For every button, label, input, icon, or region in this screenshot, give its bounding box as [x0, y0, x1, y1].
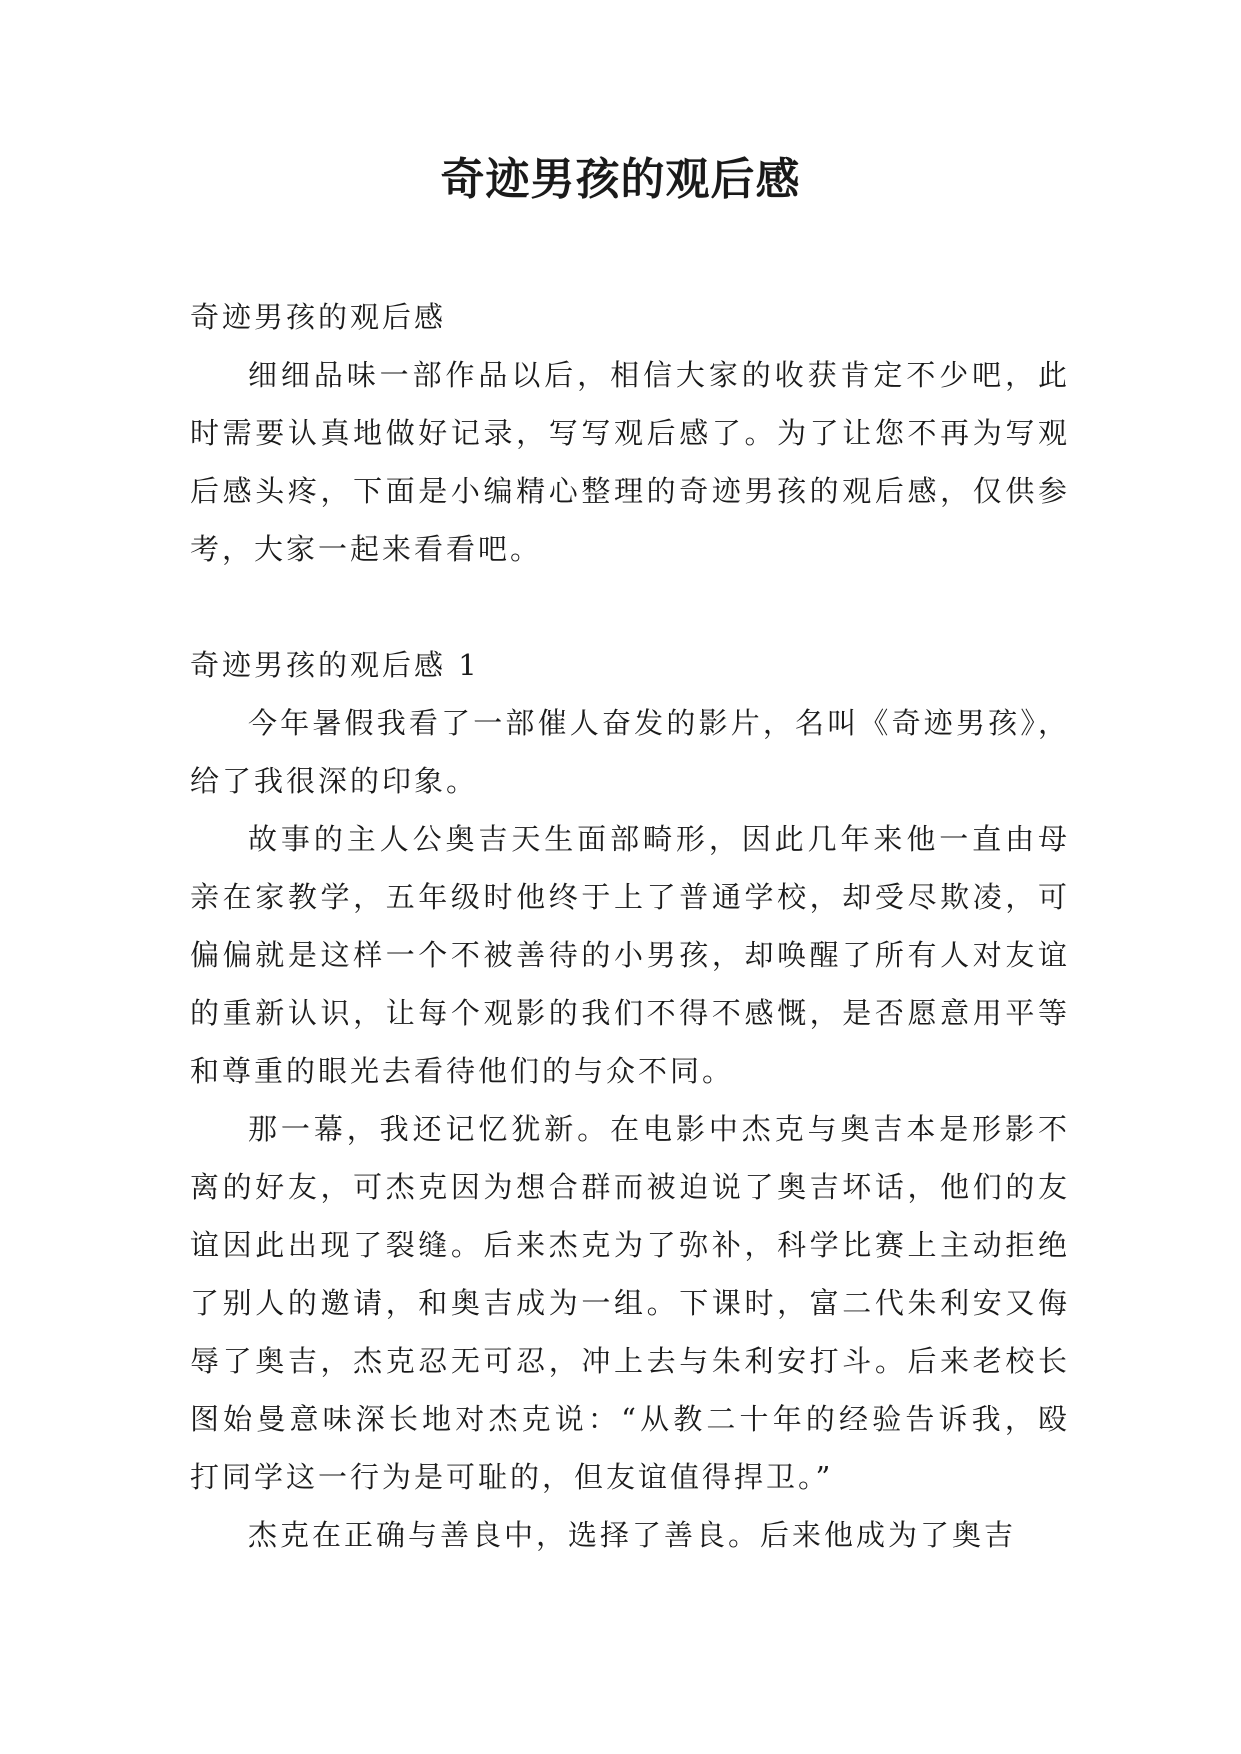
section-1-paragraph: 今年暑假我看了一部催人奋发的影片，名叫《奇迹男孩》，给了我很深的印象。: [190, 706, 1070, 798]
section-spacer: [190, 578, 1070, 636]
section-1-paragraph: 那一幕，我还记忆犹新。在电影中杰克与奥吉本是形影不离的好友，可杰克因为想合群而被迫说了奥吉坏话，他们的友谊因此出现了裂缝。后来杰克为了弥补，科学比赛上主动拒绝了别人的邀请，和奥吉成为一组。下课时，富二代朱利安又侮辱了奥吉，杰克忍无可忍，冲上去与朱利安打斗。后来老校长图始曼意味深长地对杰克说：“从教二十年的经验告诉我，殴打同学这一行为是可耻的，但友谊值得捍卫。”: [190, 1112, 1070, 1494]
section-1-paragraph: 故事的主人公奥吉天生面部畸形，因此几年来他一直由母亲在家教学，五年级时他终于上了普通学校，却受尽欺凌，可偏偏就是这样一个不被善待的小男孩，却唤醒了所有人对友谊的重新认识，让每个观影的我们不得不感慨，是否愿意用平等和尊重的眼光去看待他们的与众不同。: [190, 822, 1070, 1088]
document-body: [190, 288, 1070, 1564]
section-1-paragraph: 杰克在正确与善良中，选择了善良。后来他成为了奥吉: [248, 1518, 1017, 1552]
intro-paragraph: 细细品味一部作品以后，相信大家的收获肯定不少吧，此时需要认真地做好记录，写写观后感了。为了让您不再为写观后感头疼，下面是小编精心整理的奇迹男孩的观后感，仅供参考，大家一起来看看吧。: [190, 358, 1070, 566]
section-1-heading: 奇迹男孩的观后感 1: [190, 648, 480, 682]
document-title: 奇迹男孩的观后感: [440, 154, 801, 205]
intro-heading: 奇迹男孩的观后感: [190, 300, 447, 334]
